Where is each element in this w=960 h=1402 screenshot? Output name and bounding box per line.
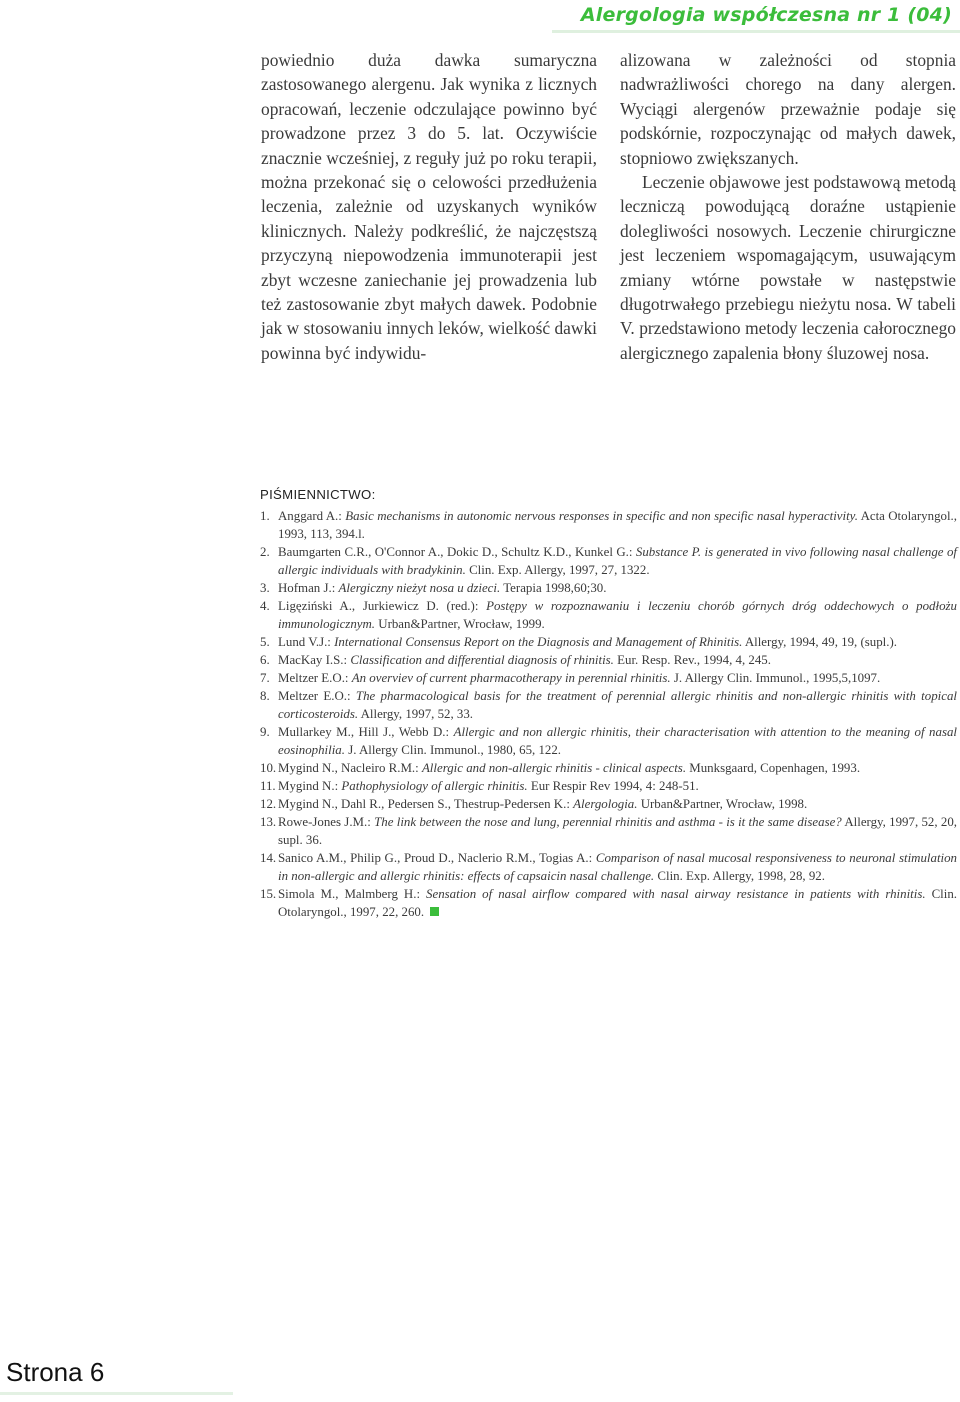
reference-title: Basic mechanisms in autonomic nervous responses in specific and non specific nasal hyperactivity. bbox=[345, 509, 858, 523]
reference-authors: MacKay I.S.: bbox=[278, 653, 351, 667]
paragraph: alizowana w zależności od stopnia nadwrażliwości chorego na dany alergen. Wyciągi alergenów przeważnie podaje się podskórnie, rozpoczynając od małych dawek, stopniowo zwiększanych. bbox=[620, 50, 956, 168]
reference-title: The link between the nose and lung, perennial rhinitis and asthma - is it the same disease? bbox=[374, 815, 842, 829]
references-section bbox=[260, 486, 957, 921]
right-text-column bbox=[620, 48, 956, 365]
reference-title: The pharmacological basis for the treatment of perennial allergic rhinitis and non-allergic rhinitis with topical corticosteroids. bbox=[278, 689, 957, 721]
reference-rest: Clin. Exp. Allergy, 1998, 28, 92. bbox=[654, 869, 825, 883]
left-text-column bbox=[261, 48, 597, 365]
reference-title: Sensation of nasal airflow compared with nasal airway resistance in patients with rhinitis. bbox=[426, 887, 926, 901]
reference-num: 11. bbox=[260, 779, 276, 793]
reference-item bbox=[260, 579, 957, 597]
reference-authors: Meltzer E.O.: bbox=[278, 671, 352, 685]
reference-item bbox=[260, 507, 957, 543]
reference-authors: Mullarkey M., Hill J., Webb D.: bbox=[278, 725, 454, 739]
reference-item bbox=[260, 777, 957, 795]
reference-title: Allergic and non allergic rhinitis, their characterisation with attention to the meaning of nasal eosinophilia. bbox=[278, 725, 957, 757]
reference-title: Comparison of nasal mucosal responsiveness to neuronal stimulation in non-allergic and allergic rhinitis: effects of capsaicin nasal challenge. bbox=[278, 851, 957, 883]
reference-item bbox=[260, 651, 957, 669]
reference-item bbox=[260, 813, 957, 849]
reference-authors: Mygind N.: bbox=[278, 779, 342, 793]
reference-num: 8. bbox=[260, 689, 270, 703]
reference-authors: Mygind N., Nacleiro R.M.: bbox=[278, 761, 422, 775]
reference-num: 2. bbox=[260, 545, 270, 559]
reference-rest: Urban&Partner, Wrocław, 1999. bbox=[375, 617, 545, 631]
reference-rest: Allergy, 1997, 52, 20, supl. 36. bbox=[278, 815, 957, 847]
reference-num: 10. bbox=[260, 761, 277, 775]
reference-num: 3. bbox=[260, 581, 270, 595]
reference-title: International Consensus Report on the Diagnosis and Management of Rhinitis. bbox=[334, 635, 743, 649]
footer-rule bbox=[0, 1392, 233, 1395]
reference-rest: Terapia 1998,60;30. bbox=[500, 581, 607, 595]
reference-authors: Ligęziński A., Jurkiewicz D. (red.): bbox=[278, 599, 487, 613]
reference-authors: Rowe-Jones J.M.: bbox=[278, 815, 375, 829]
reference-num: 5. bbox=[260, 635, 270, 649]
reference-num: 9. bbox=[260, 725, 270, 739]
reference-num: 4. bbox=[260, 599, 270, 613]
reference-item bbox=[260, 849, 957, 885]
reference-item bbox=[260, 795, 957, 813]
reference-authors: Lund V.J.: bbox=[278, 635, 335, 649]
reference-num: 12. bbox=[260, 797, 277, 811]
reference-authors: Anggard A.: bbox=[278, 509, 346, 523]
reference-rest: Allergy, 1994, 49, 19, (supl.). bbox=[742, 635, 897, 649]
paragraph: powiednio duża dawka sumaryczna zastosowanego alergenu. Jak wynika z licznych opracowań, leczenie odczulające powinno być prowadzone przez 3 do 5. lat. Oczywiście znacznie wcześniej, z reguły już po roku terapii, można przekonać się o celowości przedłużenia leczenia, zależnie od uzyskanych wyników klinicznych. Należy podkreślić, że najczęstszą przyczyną niepowodzenia immunoterapii jest zbyt wczesne zaniechanie jej prowadzenia lub też zastosowanie zbyt małych dawek. Podobnie jak w stosowaniu innych leków, wielkość dawki powinna być indywidu- bbox=[261, 50, 597, 363]
journal-title: Alergologia współczesna nr 1 (04) bbox=[580, 4, 952, 26]
reference-title: Pathophysiology of allergic rhinitis. bbox=[341, 779, 528, 793]
references-list bbox=[260, 507, 957, 921]
reference-num: 7. bbox=[260, 671, 270, 685]
reference-authors: Baumgarten C.R., O'Connor A., Dokic D., Schultz K.D., Kunkel G.: bbox=[278, 545, 636, 559]
reference-title: Alergologia. bbox=[573, 797, 638, 811]
reference-num: 6. bbox=[260, 653, 270, 667]
reference-title: Postępy w rozpoznawaniu i leczeniu chorób górnych dróg oddechowych o podłożu immunologicznym. bbox=[278, 599, 957, 631]
reference-authors: Sanico A.M., Philip G., Proud D., Naclerio R.M., Togias A.: bbox=[278, 851, 596, 865]
reference-item bbox=[260, 723, 957, 759]
reference-item bbox=[260, 885, 957, 921]
reference-rest: Eur. Resp. Rev., 1994, 4, 245. bbox=[613, 653, 771, 667]
reference-num: 13. bbox=[260, 815, 277, 829]
reference-rest: Munksgaard, Copenhagen, 1993. bbox=[686, 761, 861, 775]
reference-authors: Mygind N., Dahl R., Pedersen S., Thestrup-Pedersen K.: bbox=[278, 797, 574, 811]
reference-num: 1. bbox=[260, 509, 270, 523]
page-number: Strona 6 bbox=[6, 1357, 105, 1387]
references-heading: PIŚMIENNICTWO: bbox=[260, 487, 376, 502]
header-rule bbox=[552, 30, 960, 33]
reference-authors: Meltzer E.O.: bbox=[278, 689, 356, 703]
reference-rest: Urban&Partner, Wrocław, 1998. bbox=[637, 797, 808, 811]
reference-item bbox=[260, 759, 957, 777]
reference-authors: Simola M., Malmberg H.: bbox=[278, 887, 427, 901]
reference-authors: Hofman J.: bbox=[278, 581, 339, 595]
reference-item bbox=[260, 543, 957, 579]
reference-num: 15. bbox=[260, 887, 277, 901]
end-mark-icon bbox=[430, 907, 439, 916]
reference-title: Alergiczny nieżyt nosa u dzieci. bbox=[338, 581, 501, 595]
reference-title: Allergic and non-allergic rhinitis - clinical aspects. bbox=[421, 761, 687, 775]
reference-title: Substance P. is generated in vivo following nasal challenge of allergic individuals with bradykinin. bbox=[278, 545, 957, 577]
reference-rest: J. Allergy Clin. Immunol., 1995,5,1097. bbox=[670, 671, 881, 685]
reference-rest: Eur Respir Rev 1994, 4: 248-51. bbox=[527, 779, 699, 793]
reference-title: Classification and differential diagnosis of rhinitis. bbox=[350, 653, 614, 667]
reference-rest: Clin. Otolaryngol., 1997, 22, 260. bbox=[278, 887, 957, 919]
reference-item bbox=[260, 633, 957, 651]
reference-rest: Allergy, 1997, 52, 33. bbox=[358, 707, 474, 721]
reference-item bbox=[260, 687, 957, 723]
reference-item bbox=[260, 597, 957, 633]
paragraph: Leczenie objawowe jest podstawową metodą leczniczą powodującą doraźne ustąpienie dolegliwości nosowych. Leczenie chirurgiczne jest leczeniem wspomagającym, usuwającym zmiany wtórne powstałe w następstwie długotrwałego przebiegu nieżytu nosa. W tabeli V. przedstawiono metody leczenia całorocznego alergicznego zapalenia błony śluzowej nosa. bbox=[620, 172, 956, 363]
reference-rest: Clin. Exp. Allergy, 1997, 27, 1322. bbox=[465, 563, 650, 577]
reference-rest: Acta Otolaryngol., 1993, 113, 394.l. bbox=[278, 509, 957, 541]
reference-item bbox=[260, 669, 957, 687]
reference-rest: J. Allergy Clin. Immunol., 1980, 65, 122. bbox=[344, 743, 562, 757]
reference-num: 14. bbox=[260, 851, 277, 865]
reference-title: An overviev of current pharmacotherapy in perennial rhinitis. bbox=[351, 671, 671, 685]
